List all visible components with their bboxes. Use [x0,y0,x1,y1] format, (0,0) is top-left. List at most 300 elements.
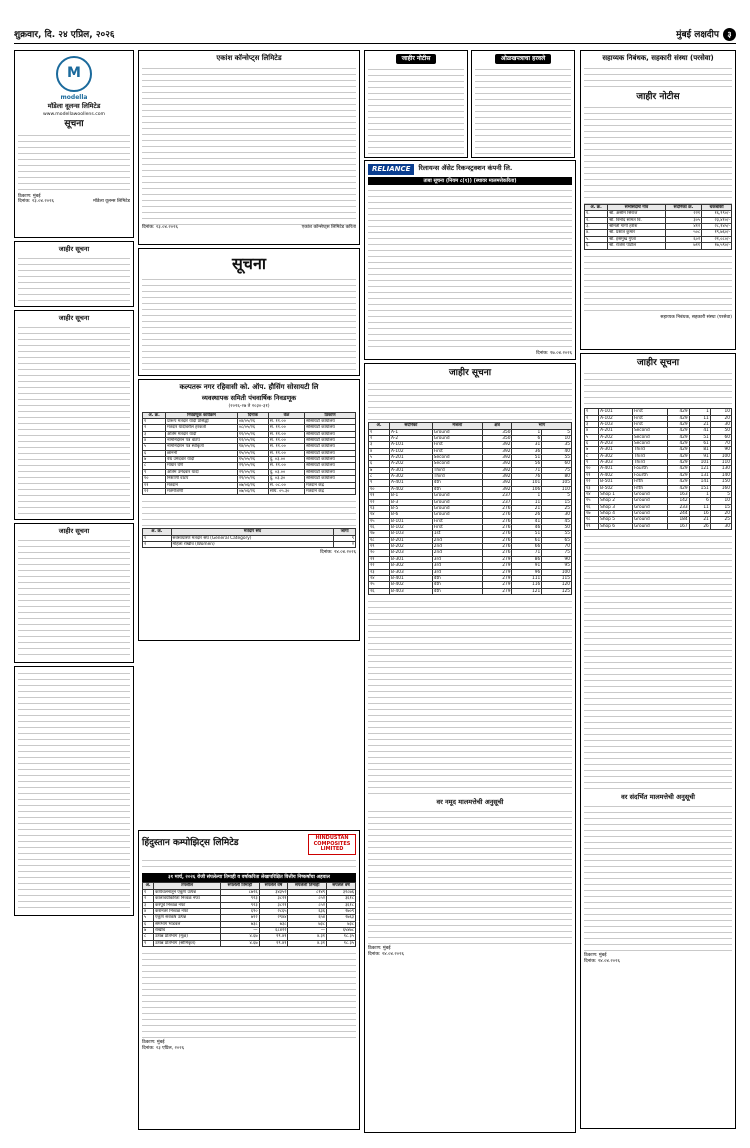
table-cell: ८१४९ [288,889,327,895]
table-cell: B-301 [390,556,433,562]
table-cell: ०८/०५/२६ [237,425,268,431]
table-cell: श्री. राजेश पाटील [608,243,666,249]
table-cell: ३४३५२ [259,889,288,895]
table-cell: अंतिम उमेदवार यादी [166,469,238,475]
table-cell: 1 [512,429,542,435]
table-cell: स. ११.०० [268,450,304,456]
table-cell: स. ११.०० [268,418,304,424]
table-cell: सोसायटी कार्यालय [305,418,356,424]
mid-jahir-notice [364,363,576,1133]
reliance-date: दिनांक: १७.०४.२०२६ [536,351,572,356]
table-cell: B-303 [390,569,433,575]
table-cell: 4th [432,480,482,486]
table-cell: Shop 5 [599,517,633,523]
table-cell: 16 [689,511,710,517]
table-cell: 6 [689,498,710,504]
table-cell: 30 [542,512,572,518]
left-notice-1 [14,241,134,307]
table-cell: स. ११.०० [268,444,304,450]
table-cell: 45 [542,518,572,524]
table-cell: ३८२१ [259,902,288,908]
table-cell: Ground [632,498,668,504]
suchna-ad [138,248,360,376]
table-cell: 276 [482,525,512,531]
table-cell: 121 [689,466,710,472]
table-row [143,463,356,469]
right-notice-title: जाहीर सूचना [636,358,680,368]
modella-website: www.modellawoollens.com [42,111,106,117]
table-cell: A-401 [599,466,633,472]
sahayak-sign: सहाय्यक निबंधक, सहकारी संस्था (परसेवा) [660,314,732,320]
small-jahir-title: जाहीर नोटीस [396,54,437,64]
table-cell: A-102 [599,415,633,421]
table-cell: १० [585,466,599,472]
table-cell: ९ [143,940,154,946]
table-row [143,444,356,450]
table-cell: — [221,928,260,934]
table-cell: ९ [369,480,390,486]
table-cell: मतदान केंद्र [305,482,356,488]
table-cell: Ground [632,517,668,523]
table-cell: १३ [585,485,599,491]
table-row [143,469,356,475]
table-cell: 142 [668,498,689,504]
table-cell: १६ [369,525,390,531]
table-cell: २ [143,896,154,902]
kalpataru-schedule-table: अ. क्र. निवडणूक कार्यक्रम दिनांक वेळ ठिकाण १ प्रारूप मतदार यादी प्रसिद्धी ०४/०५/२६ स. ११.०० सोसायटी कार्यालय २ मतदार यादीवरील हरकती ०८/०५/२६ स. ११.०० सोसायटी कार्यालय ३ अंतिम मतदार यादी ११/०५/२६ स. ११.०० सोसायटी कार्यालय ४ नामनिर्देशन पत्र वाटप १२/०५/२६ स. ११.०० सोसायटी कार्यालय ५ नामनिर्देशन पत्र स्वीकृती १४/०५/२६ स. ११.०० सोसायटी कार्यालय ६ छाननी १५/०५/२६ स. ११.०० सोसायटी कार्यालय ७ वैध उमेदवार यादी १५/०५/२६ दु. ०३.०० सोसायटी कार्यालय ८ माघार घेणे २९/०५/२६ स. ११.०० सोसायटी कार्यालय ९ अंतिम उमेदवार यादी २९/०५/२६ दु. ०३.०० सोसायटी कार्यालय १० निशाणी वाटप २९/०५/२६ दु. ०३.३० सोसायटी कार्यालय ११ मतदान ०७/०६/२६ स. ०८.०० मतदान केंद्र १२ मतमोजणी ०७/०६/२६ सायं. ०५.३० मतदान केंद्र [142,412,356,496]
table-cell: १९ [369,544,390,550]
table-cell: Ground [632,523,668,529]
table-row [143,488,356,494]
table-cell: 2nd [432,550,482,556]
table-cell: B-3 [390,499,433,505]
table-cell: माघार घेणे [166,463,238,469]
table-cell: ४ [143,908,154,914]
table-cell: ७३८ [327,921,356,927]
table-cell: 26 [512,512,542,518]
table-cell: 1 [512,493,542,499]
table-cell: श्री. विनोद सामंत वि. [608,217,666,223]
table-cell: 279 [482,575,512,581]
table-cell: श्रीमती गार्गी हरीश [608,224,666,230]
table-cell: २९/०५/२६ [237,463,268,469]
table-cell: ७३८ [221,921,260,927]
table-cell: नामनिर्देशन पत्र स्वीकृती [166,444,238,450]
table-cell: सोसायटी कार्यालय [305,463,356,469]
table-cell: 4th [432,575,482,581]
table-cell: ५ [143,444,166,450]
table-row [585,243,732,249]
table-cell: ०४/०५/२६ [237,418,268,424]
table-cell: 429 [668,479,689,485]
table-cell: 2nd [432,544,482,550]
table-cell: 10 [710,409,731,415]
table-cell: 429 [668,447,689,453]
table-cell: A-203 [599,441,633,447]
table-cell: Third [632,453,668,459]
table-cell: ८५२ [288,896,327,902]
table-cell: Ground [432,429,482,435]
table-cell: 61 [689,441,710,447]
table-cell: १ [143,418,166,424]
table-cell: 46 [512,525,542,531]
table-cell: 15 [542,499,572,505]
kalpataru-notice [138,379,360,641]
table-cell: १५/०५/२६ [237,457,268,463]
table-row [143,418,356,424]
table-cell: 86 [512,556,542,562]
table-row [143,457,356,463]
ekansh-sign: एकांश कॉन्सेप्ट्स लिमिटेड करिता [301,224,356,230]
table-cell: A-2 [390,435,433,441]
table-cell: स. ११.०० [268,463,304,469]
table-cell: Second [632,428,668,434]
kalpataru-date: दिनांक: २४.०४.२०२६ [320,550,356,556]
table-cell: ०७/०६/२६ [237,482,268,488]
table-cell: १४/०५/२६ [237,444,268,450]
table-cell: 429 [668,453,689,459]
table-cell: ७११ [665,243,701,249]
mid-notice-schedule-title: वर नमूद मालमत्तेची अनुसूची [436,797,504,806]
modella-logo: M [56,56,92,92]
table-cell: २४ [369,575,390,581]
table-cell: Second [632,441,668,447]
table-cell: २० [369,550,390,556]
table-cell: ६८४२२ [259,928,288,934]
table-cell: १८.३५ [327,934,356,940]
table-cell: निशाणी वाटप [166,476,238,482]
table-cell: ८ [369,474,390,480]
table-cell: 276 [482,544,512,550]
table-cell: Shop 2 [599,498,633,504]
table-cell: 350 [482,429,512,435]
table-cell: 121 [512,588,542,594]
table-cell: Fifth [632,479,668,485]
table-cell: 160 [710,485,731,491]
table-cell: 35 [542,442,572,448]
table-cell: 276 [482,550,512,556]
table-cell: ४ [369,448,390,454]
table-cell: B-101 [390,518,433,524]
table-cell: २ [334,542,356,548]
table-cell: A-303 [599,460,633,466]
table-cell: 26 [689,523,710,529]
table-cell: B-402 [390,582,433,588]
table-cell: 21 [689,517,710,523]
table-cell: उत्पन्न प्रतिभाग (सौमिकृत) [154,940,221,946]
table-cell: 111 [512,575,542,581]
table-cell: 429 [668,415,689,421]
modella-ad [14,50,134,238]
table-cell: 233 [668,504,689,510]
table-cell: २६ [369,588,390,594]
table-cell: 276 [482,505,512,511]
sahayak-notice-title: जाहीर नोटीस [636,91,680,102]
table-cell: नामनिर्देशन पत्र वाटप [166,438,238,444]
table-cell: ३८२१ [259,896,288,902]
table-cell: २९४४ [259,915,288,921]
table-cell: ८ [143,463,166,469]
table-cell: 392 [482,467,512,473]
table-cell: १३ [369,505,390,511]
left-notice-2-title: जाहीर सूचना [58,314,90,322]
table-cell: 105 [542,480,572,486]
table-cell: 91 [512,563,542,569]
table-cell: 120 [542,582,572,588]
table-row [143,431,356,437]
table-cell: 350 [482,435,512,441]
table-cell: 151 [689,485,710,491]
table-cell: ४.६७ [221,940,260,946]
table-cell: 4th [432,588,482,594]
table-cell: 1 [689,491,710,497]
table-cell: 392 [482,448,512,454]
kalpataru-subtitle: व्यवस्थापक समिती पंचवार्षिक निवडणूक [201,393,297,402]
table-cell: ९२३ [221,902,260,908]
table-cell: १२ [143,488,166,494]
table-cell: ०७/०६/२६ [237,488,268,494]
mid-notice-place: ठिकाण: मुंबई [368,946,391,952]
table-cell: ११ [585,472,599,478]
table-cell: १९.४१ [259,940,288,946]
table-cell: 276 [482,537,512,543]
table-cell: B-501 [599,479,633,485]
table-cell: सर्वसाधारण मतदार संघ (General Category) [171,535,334,541]
table-cell: Fourth [632,472,668,478]
table-cell: A-301 [599,447,633,453]
table-cell: A-402 [390,486,433,492]
table-cell: Ground [632,504,668,510]
table-cell: २८,१४५/- [702,224,732,230]
table-cell: दु. ०३.०० [268,457,304,463]
table-cell: ११ [143,482,166,488]
reliance-logo: RELIANCE [368,164,414,175]
table-cell: 237 [482,499,512,505]
table-cell: सोसायटी कार्यालय [305,444,356,450]
table-cell: ३०५ [665,217,701,223]
table-cell: 184 [668,517,689,523]
table-cell: मतदार यादीवरील हरकती [166,425,238,431]
left-notice-1-title: जाहीर सूचना [58,245,90,253]
table-cell: 279 [482,569,512,575]
table-cell: 2nd [432,537,482,543]
table-cell: 429 [668,434,689,440]
table-cell: 51 [689,434,710,440]
right-notice-date: दिनांक: २४.०४.२०२६ [584,958,620,964]
left-notice-3-title: जाहीर सूचना [58,527,90,535]
table-cell: 56 [512,461,542,467]
table-cell: 70 [542,544,572,550]
ownership-title: ओळखपत्राचा हरवले [495,54,551,64]
table-cell: 3rd [432,563,482,569]
table-cell: ६ [585,441,599,447]
table-cell: ६ [143,450,166,456]
table-cell: 10 [542,435,572,441]
table-cell: ३ [585,421,599,427]
table-cell: First [432,442,482,448]
table-cell: A-302 [390,474,433,480]
table-cell: २९/०५/२६ [237,469,268,475]
right-notice-place: ठिकाण: मुंबई [584,953,607,959]
table-cell: 20 [710,415,731,421]
table-cell: 5 [542,493,572,499]
table-cell: ४१२ [665,224,701,230]
hindustan-date: दिनांक: २३ एप्रिल, २०२६ [142,1045,185,1051]
table-cell: १८.३५ [327,940,356,946]
table-cell: ६०२ [665,236,701,242]
table-cell: A-402 [599,472,633,478]
masthead-date: शुक्रवार, दि. २४ एप्रिल, २०२६ [14,29,115,40]
table-cell: 75 [542,550,572,556]
table-cell: 392 [482,474,512,480]
table-cell: 50 [710,428,731,434]
table-cell: ४ [143,438,166,444]
table-cell: 95 [542,563,572,569]
table-row [143,425,356,431]
table-cell: ३ [143,431,166,437]
table-cell: ८५२ [288,902,327,908]
table-cell: 5 [710,491,731,497]
table-cell: ७ [585,447,599,453]
kalpataru-seat-table: अ. क्र. मतदार संघ जागा १ सर्वसाधारण मतदार संघ (General Category) ९ २ महिला राखीव (Women) २ [144,529,354,547]
table-cell: 25 [710,517,731,523]
table-cell: B-401 [390,575,433,581]
table-cell: 30 [710,523,731,529]
table-cell: २. [585,217,608,223]
table-cell: १ [585,409,599,415]
table-cell: 75 [542,467,572,473]
table-cell: १४ [369,512,390,518]
kalpataru-title: कल्पतरू नगर रहिवासी को. ऑप. हौसिंग सोसायटी लि [179,383,319,391]
table-cell: ५ [369,455,390,461]
table-cell: First [432,448,482,454]
table-cell: २५ [369,582,390,588]
table-cell: 15 [710,504,731,510]
table-cell: ४.३१ [288,940,327,946]
table-cell: ३. [585,224,608,230]
table-cell: 91 [689,453,710,459]
table-cell: ३२८७६ [327,889,356,895]
table-row [143,934,356,940]
table-row [143,476,356,482]
table-cell: 429 [668,472,689,478]
table-cell: 71 [512,467,542,473]
table-cell: 140 [710,472,731,478]
table-cell: Ground [432,505,482,511]
table-cell: A-101 [390,442,433,448]
table-cell: 115 [542,575,572,581]
table-cell: 80 [542,474,572,480]
table-cell: १ [369,429,390,435]
table-cell: A-401 [390,480,433,486]
table-cell: 4th [432,486,482,492]
sahayak-title: सहाय्यक निबंधक, सहकारी संस्था (परसेवा) [602,54,714,62]
table-cell: 141 [689,479,710,485]
table-cell: करानंतर निव्वळ नफा [154,908,221,914]
table-cell: Ground [632,511,668,517]
table-cell: प्रारूप मतदार यादी प्रसिद्धी [166,418,238,424]
table-cell: 5 [542,429,572,435]
table-cell: 51 [512,455,542,461]
table-cell: २१,०८०/- [702,236,732,242]
table-cell: ९ [334,535,356,541]
table-cell: 150 [710,479,731,485]
left-notice-4 [14,666,134,916]
table-cell: २९/०५/२६ [237,476,268,482]
masthead-paper: मुंबई लक्षदीप ३ [676,28,736,41]
table-cell: ८ [143,934,154,940]
table-cell: ६९० [221,908,260,914]
table-cell: 3rd [432,569,482,575]
table-cell: 279 [482,563,512,569]
table-cell: अंतिम मतदार यादी [166,431,238,437]
table-cell: 70 [710,441,731,447]
table-cell: १० [143,476,166,482]
table-cell: B-103 [390,531,433,537]
table-cell: 81 [689,447,710,453]
reliance-notice-heading: ताबा सूचना (नियम ८(१)) (स्थावर मालमत्तेकरिता) [368,177,572,185]
table-cell: 55 [542,531,572,537]
reliance-notice [364,160,576,360]
right-notice-schedule-title: वर संदर्भित मालमत्तेची अनुसूची [621,793,695,802]
table-cell: 3rd [432,556,482,562]
table-cell: १२ [585,479,599,485]
table-cell: २ [585,415,599,421]
hindustan-heading: ३१ मार्च, २०२६ रोजी संपलेल्या तिमाही व वर्षाकरिता लेखापरिक्षित वित्तीय निष्कर्षांचा अहवाल [142,873,356,883]
table-cell: श्री. प्रशांत कुमार [608,230,666,236]
table-cell: 20 [710,511,731,517]
table-cell: Third [432,467,482,473]
table-cell: ८ [585,453,599,459]
table-cell: १० [369,486,390,492]
table-cell: ५ [143,915,154,921]
table-cell: Fifth [632,485,668,491]
table-cell: दु. ०३.३० [268,476,304,482]
table-cell: 65 [542,537,572,543]
table-cell: 110 [542,486,572,492]
table-cell: First [632,415,668,421]
table-cell: छाननी [166,450,238,456]
table-cell: A-103 [599,421,633,427]
table-cell: 276 [482,518,512,524]
table-cell: ७ [369,467,390,473]
ekansh-date: दिनांक: २३.०४.२०२६ [142,224,178,230]
table-cell: ३ [369,442,390,448]
table-cell: 429 [668,466,689,472]
table-cell: २२१ [665,211,701,217]
table-cell: ७ [143,457,166,463]
table-cell: ६ [143,921,154,927]
table-cell: 392 [482,486,512,492]
table-cell: सोसायटी कार्यालय [305,469,356,475]
table-cell: 100 [710,453,731,459]
table-cell: 60 [710,434,731,440]
table-cell: 1st [432,531,482,537]
table-cell: B-203 [390,550,433,556]
modella-sign: मॉडेला वूलन्स लिमिटेड [93,199,130,205]
table-cell: 106 [512,486,542,492]
table-cell: Third [632,447,668,453]
table-cell: २ [143,542,172,548]
modella-notice-title: सूचना [64,119,84,130]
table-cell: B-202 [390,544,433,550]
table-cell: 392 [482,455,512,461]
table-cell: ५. [585,236,608,242]
modella-date: दिनांक: २३.०४.२०२६ [18,199,54,205]
hindustan-logo: HINDUSTAN COMPOSITES LIMITED [308,834,356,855]
table-cell: १८ [585,517,599,523]
left-notice-2 [14,310,134,520]
